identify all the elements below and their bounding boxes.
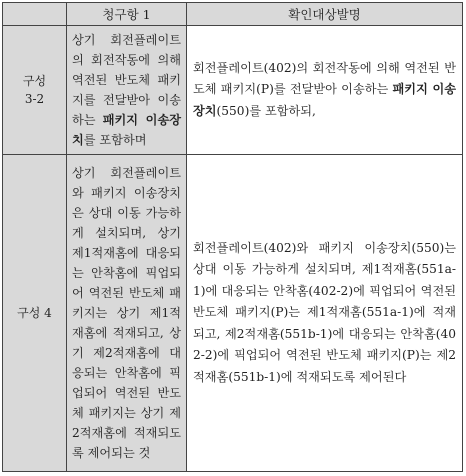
table-row xyxy=(3,154,463,471)
finding-cell: 회전플레이트(402)와 패키지 이송장치(550)는 상대 이동 가능하게 설치되며, 제1적재홈(551a-1)에 대응되는 안착홈(402-2)에 픽업되어 역전된 반도체 패키지(P)는 제1적재홈(551a-1)에 적재되고, 제2적재홈(551b-1)에 대응되는 안착홈(402-2)에 픽업되어 역전된 반도체 패키지(P)는 제2적재홈(551b-1)에 적재되도록 제어된다 xyxy=(187,154,463,471)
row-label-cell xyxy=(3,26,67,155)
claim-cell xyxy=(67,26,187,155)
finding-cell xyxy=(187,26,463,155)
row-label-line2: 3-2 xyxy=(24,91,45,106)
header-label-cell xyxy=(3,3,67,26)
finding-text-end: (550)를 포함하되, xyxy=(216,103,316,118)
claim-cell: 상기 회전플레이트와 패키지 이송장치은 상대 이동 가능하게 설치되며, 상기 제1적재홈에 대응되는 안착홈에 픽업되어 역전된 반도체 패키지는 상기 제1적재홈에 적재되고, 상기 제2적재홈에 대응되는 안착홈에 픽업되어 역전된 반도체 패키지는 상기 제2적재홈에 적재되도록 제어되는 것 xyxy=(67,154,187,471)
finding-text: 회전플레이트(402)의 회전작동에 의해 역전된 반도체 패키지(P)를 전달받아 이송하는 xyxy=(193,60,456,97)
claim-text: 상기 회전플레이트의 회전작동에 의해 역전된 반도체 패키지를 전달받아 이송하는 xyxy=(72,32,181,127)
claim-bold-term: 패키지 이송장치 xyxy=(72,112,181,147)
header-row xyxy=(3,3,463,26)
comparison-table xyxy=(2,2,463,472)
table-row xyxy=(3,26,463,155)
header-claim-cell: 청구항 1 xyxy=(67,3,187,26)
row-label-line1: 구성 xyxy=(22,73,47,88)
finding-bold-term: 패키지 이송장치 xyxy=(193,82,457,118)
header-finding-cell: 확인대상발명 xyxy=(187,3,463,26)
row-label-cell: 구성 4 xyxy=(3,154,67,471)
claim-text-end: 를 포함하며 xyxy=(83,132,147,147)
